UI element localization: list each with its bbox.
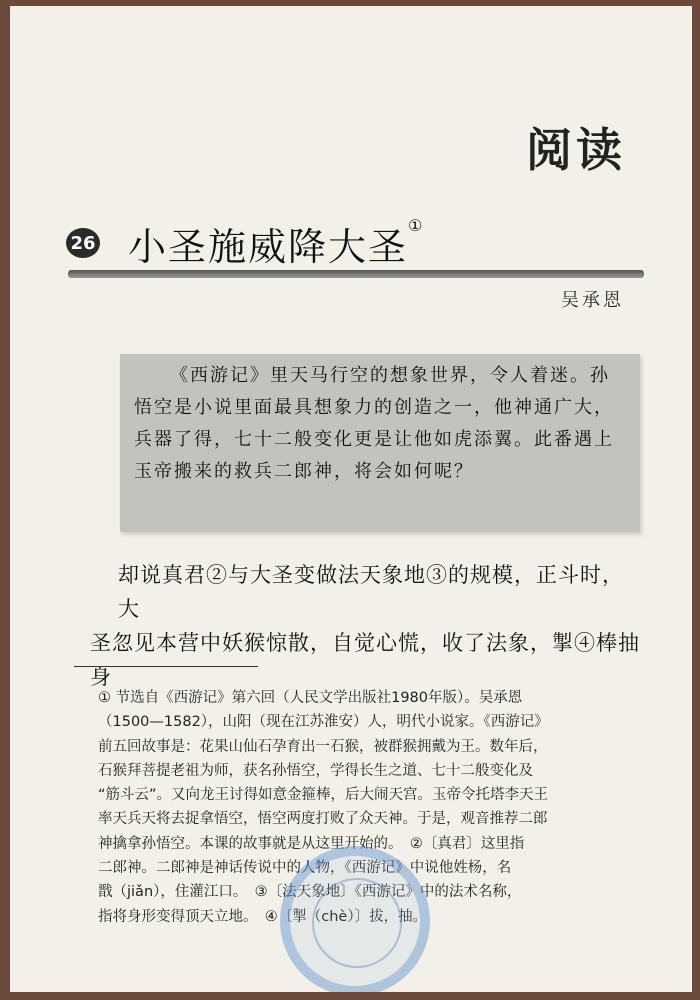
title-footnote-marker: ①: [408, 216, 425, 235]
textbook-page: [10, 6, 692, 992]
footnote-line: 前五回故事是：花果山仙石孕育出一石猴，被群猴拥戴为王。数年后，: [98, 738, 548, 755]
lesson-title-text: 小圣施威降大圣: [128, 225, 409, 269]
title-rule: [68, 270, 644, 278]
footnote-line: 石猴拜菩提老祖为师，获名孙悟空，学得长生之道、七十二般变化及: [98, 762, 533, 779]
footnote-line: 二郎神。二郎神是神话传说中的人物，《西游记》中说他姓杨，名: [98, 860, 512, 877]
lesson-title: [128, 216, 424, 271]
footnote-line: （1500—1582），山阳（现在江苏淮安）人，明代小说家。《西游记》: [98, 714, 549, 731]
body-line: 却说真君②与大圣变做法天象地③的规模，正斗时，大: [118, 563, 624, 621]
watermark-inner-ring: [312, 878, 402, 968]
watermark-seal: [280, 846, 430, 992]
lesson-number-badge: 26: [66, 228, 100, 258]
footnote-line: 戬（jiǎn），住灌江口。 ③〔法天象地〕《西游记》中的法术名称，: [98, 884, 522, 901]
footnote-line: ① 节选自《西游记》第六回（人民文学出版社1980年版）。吴承恩: [98, 690, 523, 706]
body-line: 圣忽见本营中妖猴惊散，自觉心慌，收了法象，掣④棒抽身: [90, 631, 640, 689]
footnote-line: “筋斗云”。又向龙王讨得如意金箍棒，后大闹天宫。玉帝令托塔李天王: [98, 787, 549, 804]
footnote-line: 神擒拿孙悟空。本课的故事就是从这里开始的。 ②〔真君〕这里指: [98, 835, 525, 852]
author-name: 吴承恩: [561, 290, 624, 311]
section-title: 阅读: [526, 123, 626, 177]
footnote-line: 率天兵天将去捉拿悟空，悟空两度打败了众天神。于是，观音推荐二郎: [98, 811, 548, 828]
body-text: [90, 558, 642, 694]
footnote-line: 指将身形变得顶天立地。 ④〔掣（chè）〕拔，抽。: [98, 908, 428, 925]
intro-text: 《西游记》里天马行空的想象世界，令人着迷。孙悟空是小说里面最具想象力的创造之一，他神通广大，兵器了得，七十二般变化更是让他如虎添翼。此番遇上玉帝搬来的救兵二郎神，将会如何呢？: [134, 365, 614, 482]
footnote-divider: [74, 666, 258, 667]
